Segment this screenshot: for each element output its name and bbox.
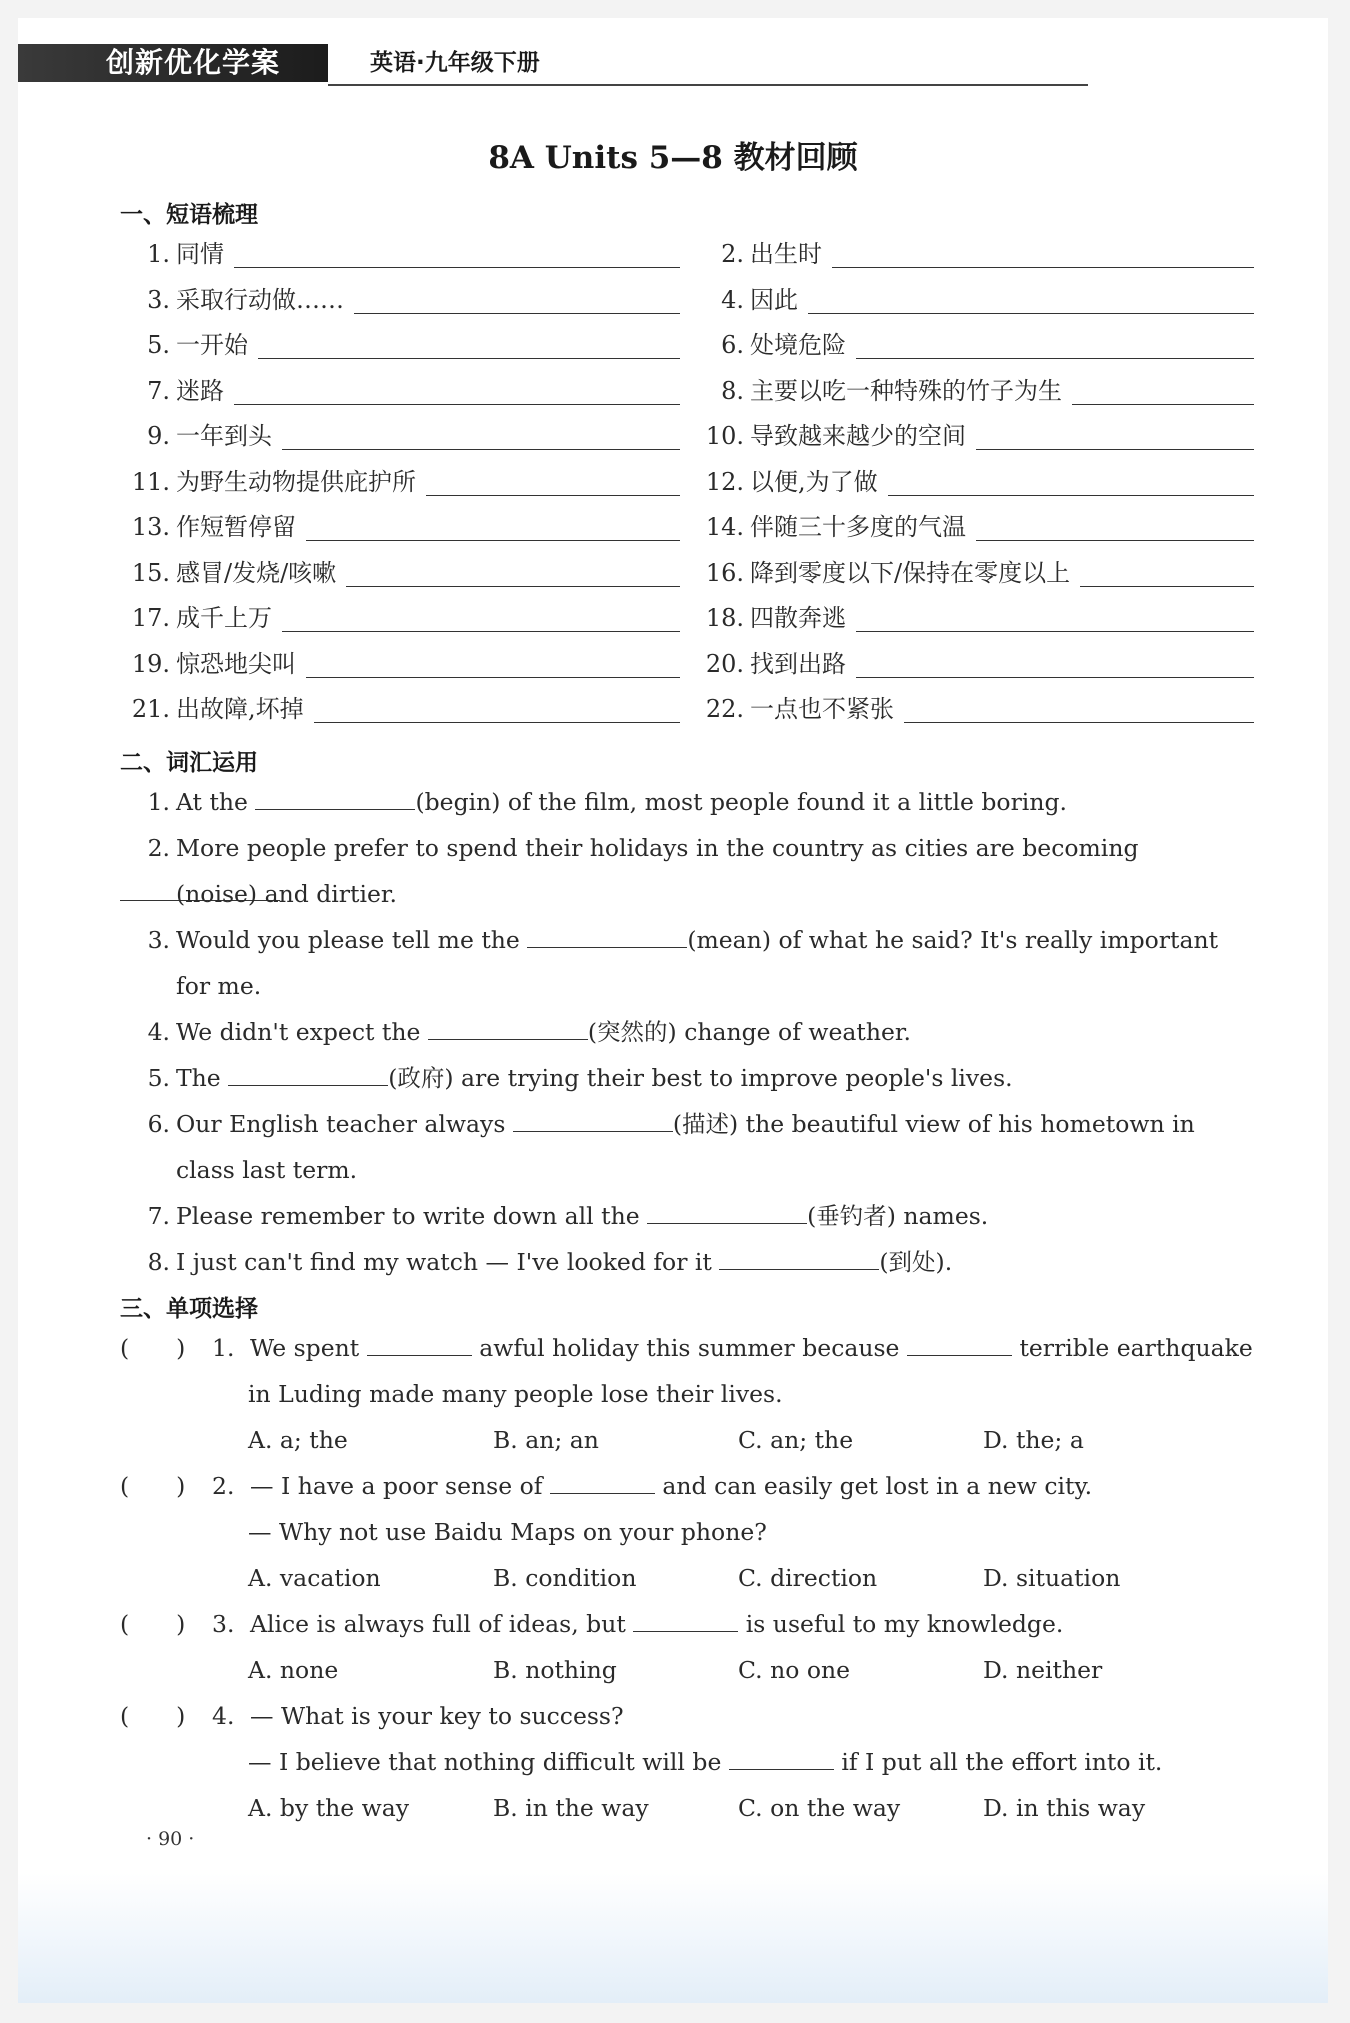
page-bottom-tint — [18, 1873, 1328, 2003]
vocab-question-6 — [120, 1102, 1255, 1147]
question-text: and can easily get lost in a new city. — [662, 1472, 1093, 1500]
phrase-number: 8. — [721, 376, 744, 405]
answer-blank — [633, 1607, 738, 1632]
question-number: 6. — [147, 1110, 170, 1138]
answer-line[interactable] — [1080, 586, 1254, 587]
phrase-item — [694, 464, 1254, 500]
answer-line[interactable] — [234, 267, 680, 268]
phrase-number: 18. — [705, 604, 744, 632]
phrase-number: 17. — [131, 604, 170, 632]
page-header — [18, 44, 1328, 84]
answer-line[interactable] — [314, 722, 680, 723]
page-number: · 90 · — [146, 1828, 195, 1850]
answer-blank — [907, 1331, 1012, 1356]
answer-line[interactable] — [976, 540, 1254, 541]
option-c[interactable]: C. no one — [738, 1656, 851, 1684]
answer-line[interactable] — [282, 631, 680, 632]
question-text: — I have a poor sense of — [250, 1472, 543, 1500]
option-d[interactable]: D. the; a — [983, 1426, 1084, 1454]
phrase-text: 为野生动物提供庇护所 — [176, 467, 416, 496]
phrase-text: 成千上万 — [176, 604, 272, 632]
phrase-text: 一年到头 — [176, 422, 272, 450]
vocab-question-3 — [120, 918, 1255, 963]
question-text: (begin) of the film, most people found it a little boring. — [415, 788, 1067, 816]
phrase-item — [694, 600, 1254, 636]
mc-question-1-cont: in Luding made many people lose their lives. — [248, 1380, 783, 1408]
phrase-item — [120, 464, 680, 500]
phrase-text: 作短暂停留 — [176, 513, 296, 541]
phrase-number: 19. — [131, 649, 170, 678]
phrase-number: 6. — [721, 331, 744, 359]
vocab-question-6-cont: class last term. — [176, 1156, 358, 1184]
question-text: Would you please tell me the — [176, 926, 520, 954]
phrase-text: 找到出路 — [750, 649, 846, 678]
question-text: The — [176, 1064, 221, 1092]
mc-question-3 — [120, 1602, 1255, 1647]
question-text: I just can't find my watch — I've looked for it — [176, 1248, 712, 1276]
vocab-question-8 — [120, 1240, 1255, 1285]
phrase-number: 9. — [147, 422, 170, 450]
mc-question-1-options — [248, 1418, 1228, 1463]
question-number: 2. — [212, 1472, 235, 1500]
answer-line[interactable] — [856, 358, 1254, 359]
answer-line[interactable] — [832, 267, 1254, 268]
question-text: Alice is always full of ideas, but — [250, 1610, 626, 1638]
answer-line[interactable] — [1072, 404, 1254, 405]
phrase-text: 一开始 — [176, 331, 248, 359]
answer-line[interactable] — [258, 358, 680, 359]
phrase-item — [694, 691, 1254, 727]
option-b[interactable]: B. an; an — [493, 1426, 599, 1454]
answer-blank[interactable] — [647, 1199, 807, 1224]
phrase-item — [694, 418, 1254, 454]
answer-line[interactable] — [306, 540, 680, 541]
book-title: 英语·九年级下册 — [370, 50, 540, 76]
option-a[interactable]: A. by the way — [248, 1794, 410, 1822]
question-number: 3. — [212, 1610, 235, 1638]
phrase-number: 3. — [147, 285, 170, 314]
question-text: if I put all the effort into it. — [841, 1748, 1163, 1776]
answer-blank[interactable] — [513, 1107, 673, 1132]
phrase-item — [120, 509, 680, 545]
phrase-text: 处境危险 — [750, 331, 846, 359]
answer-blank[interactable] — [228, 1061, 388, 1086]
phrase-number: 2. — [721, 240, 744, 268]
question-number: 5. — [147, 1064, 170, 1092]
mc-question-2-options — [248, 1556, 1228, 1601]
phrase-number: 5. — [147, 331, 170, 359]
answer-blank[interactable] — [719, 1245, 879, 1270]
phrase-item — [694, 373, 1254, 409]
answer-bracket[interactable]: ( ) — [120, 1472, 186, 1500]
phrase-text: 一点也不紧张 — [750, 695, 894, 723]
answer-line[interactable] — [856, 631, 1254, 632]
question-number: 1. — [212, 1334, 235, 1362]
phrase-number: 10. — [705, 422, 744, 450]
question-text: Our English teacher always — [176, 1110, 506, 1138]
answer-blank — [729, 1745, 834, 1770]
answer-bracket[interactable]: ( ) — [120, 1610, 186, 1638]
answer-line[interactable] — [354, 313, 680, 314]
option-b[interactable]: B. condition — [493, 1564, 637, 1592]
question-number: 3. — [147, 926, 170, 954]
question-text: (政府) are trying their best to improve people's lives. — [388, 1064, 1013, 1092]
section-heading-multiple-choice: 三、单项选择 — [120, 1296, 258, 1322]
phrase-number: 22. — [705, 695, 744, 723]
mc-question-1 — [120, 1326, 1255, 1371]
answer-line[interactable] — [426, 495, 680, 496]
phrase-item — [120, 373, 680, 409]
question-text: We didn't expect the — [176, 1018, 421, 1046]
series-title: 创新优化学案 — [18, 44, 328, 82]
question-text: We spent — [250, 1334, 360, 1362]
question-text: terrible earthquake — [1019, 1334, 1253, 1362]
phrase-text: 因此 — [750, 285, 798, 314]
question-text: (描述) the beautiful view of his hometown in — [672, 1110, 1195, 1138]
phrase-text: 降到零度以下/保持在零度以上 — [750, 558, 1071, 587]
question-text: More people prefer to spend their holidays in the country as cities are becoming — [176, 834, 1139, 862]
answer-line[interactable] — [808, 313, 1254, 314]
answer-line[interactable] — [234, 404, 680, 405]
phrase-text: 伴随三十多度的气温 — [750, 513, 966, 541]
mc-question-4-options — [248, 1786, 1228, 1831]
question-number: 2. — [147, 834, 170, 862]
vocab-question-3-cont: for me. — [176, 972, 262, 1000]
phrase-item — [694, 555, 1254, 591]
answer-line[interactable] — [976, 449, 1254, 450]
question-text: — I believe that nothing difficult will be — [248, 1748, 722, 1776]
question-text: awful holiday this summer because — [479, 1334, 900, 1362]
section-heading-phrases: 一、短语梳理 — [120, 202, 258, 228]
option-a[interactable]: A. a; the — [248, 1426, 348, 1454]
question-text: At the — [176, 788, 248, 816]
answer-bracket[interactable]: ( ) — [120, 1702, 186, 1730]
option-b[interactable]: B. in the way — [493, 1794, 649, 1822]
workbook-page — [18, 18, 1328, 2003]
option-d[interactable]: D. situation — [983, 1564, 1121, 1592]
option-c[interactable]: C. direction — [738, 1564, 878, 1592]
phrase-number: 20. — [705, 649, 744, 678]
option-b[interactable]: B. nothing — [493, 1656, 617, 1684]
phrase-item — [120, 327, 680, 363]
option-d[interactable]: D. in this way — [983, 1794, 1146, 1822]
phrase-number: 12. — [705, 467, 744, 496]
phrase-number: 7. — [147, 376, 170, 405]
option-a[interactable]: A. vacation — [248, 1564, 381, 1592]
phrase-text: 采取行动做…… — [176, 285, 344, 314]
answer-blank — [367, 1331, 472, 1356]
question-number: 7. — [147, 1202, 170, 1230]
question-text: Please remember to write down all the — [176, 1202, 640, 1230]
phrase-number: 15. — [131, 558, 170, 587]
question-text: — What is your key to success? — [250, 1702, 624, 1730]
answer-blank[interactable] — [428, 1015, 588, 1040]
mc-question-4 — [120, 1694, 1255, 1739]
mc-question-3-options — [248, 1648, 1228, 1693]
mc-question-2 — [120, 1464, 1255, 1509]
phrase-text: 同情 — [176, 240, 224, 268]
phrase-item — [694, 646, 1254, 682]
option-c[interactable]: C. on the way — [738, 1794, 901, 1822]
answer-line[interactable] — [306, 677, 680, 678]
phrase-number: 14. — [705, 513, 744, 541]
phrase-text: 迷路 — [176, 376, 224, 405]
phrase-item — [694, 327, 1254, 363]
phrase-number: 1. — [147, 240, 170, 268]
phrase-item — [120, 691, 680, 727]
question-text: (到处). — [879, 1248, 953, 1276]
phrase-text: 主要以吃一种特殊的竹子为生 — [750, 376, 1062, 405]
phrase-number: 13. — [131, 513, 170, 541]
question-text: (垂钓者) names. — [807, 1202, 989, 1230]
vocab-question-4 — [120, 1010, 1255, 1055]
phrase-item — [120, 282, 680, 318]
question-number: 8. — [147, 1248, 170, 1276]
phrase-item — [120, 236, 680, 272]
phrase-text: 感冒/发烧/咳嗽 — [176, 558, 337, 587]
page-title: 8A Units 5—8 教材回顾 — [488, 140, 858, 176]
answer-line[interactable] — [856, 677, 1254, 678]
question-text: (突然的) change of weather. — [587, 1018, 912, 1046]
phrase-number: 16. — [705, 558, 744, 587]
phrase-number: 21. — [131, 695, 170, 723]
header-rule — [328, 84, 1088, 86]
answer-line[interactable] — [904, 722, 1254, 723]
option-c[interactable]: C. an; the — [738, 1426, 854, 1454]
phrase-number: 4. — [721, 285, 744, 314]
answer-blank — [550, 1469, 655, 1494]
question-text: is useful to my knowledge. — [745, 1610, 1064, 1638]
answer-line[interactable] — [346, 586, 680, 587]
section-heading-vocabulary: 二、词汇运用 — [120, 750, 258, 776]
phrase-item — [694, 236, 1254, 272]
option-a[interactable]: A. none — [248, 1656, 339, 1684]
question-number: 1. — [147, 788, 170, 816]
phrase-number: 11. — [131, 467, 170, 496]
question-number: 4. — [147, 1018, 170, 1046]
phrase-text: 惊恐地尖叫 — [176, 649, 296, 678]
answer-blank[interactable] — [255, 785, 415, 810]
vocab-question-5 — [120, 1056, 1255, 1101]
vocab-question-1 — [120, 780, 1255, 825]
phrase-text: 出故障,坏掉 — [176, 695, 304, 723]
question-number: 4. — [212, 1702, 235, 1730]
answer-blank[interactable] — [527, 923, 687, 948]
option-d[interactable]: D. neither — [983, 1656, 1103, 1684]
mc-question-2-cont: — Why not use Baidu Maps on your phone? — [248, 1518, 767, 1546]
phrase-text: 导致越来越少的空间 — [750, 422, 966, 450]
question-text: (mean) of what he said? It's really important — [687, 926, 1219, 954]
mc-question-4-cont — [248, 1740, 1162, 1785]
phrase-item — [694, 509, 1254, 545]
answer-bracket[interactable]: ( ) — [120, 1334, 186, 1362]
answer-line[interactable] — [888, 495, 1254, 496]
phrase-text: 出生时 — [750, 240, 822, 268]
phrase-item — [120, 600, 680, 636]
phrase-item — [120, 646, 680, 682]
phrase-item — [694, 282, 1254, 318]
answer-line[interactable] — [282, 449, 680, 450]
phrase-item — [120, 555, 680, 591]
vocab-question-7 — [120, 1194, 1255, 1239]
phrase-text: 以便,为了做 — [750, 467, 878, 496]
phrase-text: 四散奔逃 — [750, 604, 846, 632]
vocab-question-2-cont: (noise) and dirtier. — [176, 880, 398, 908]
phrase-item — [120, 418, 680, 454]
